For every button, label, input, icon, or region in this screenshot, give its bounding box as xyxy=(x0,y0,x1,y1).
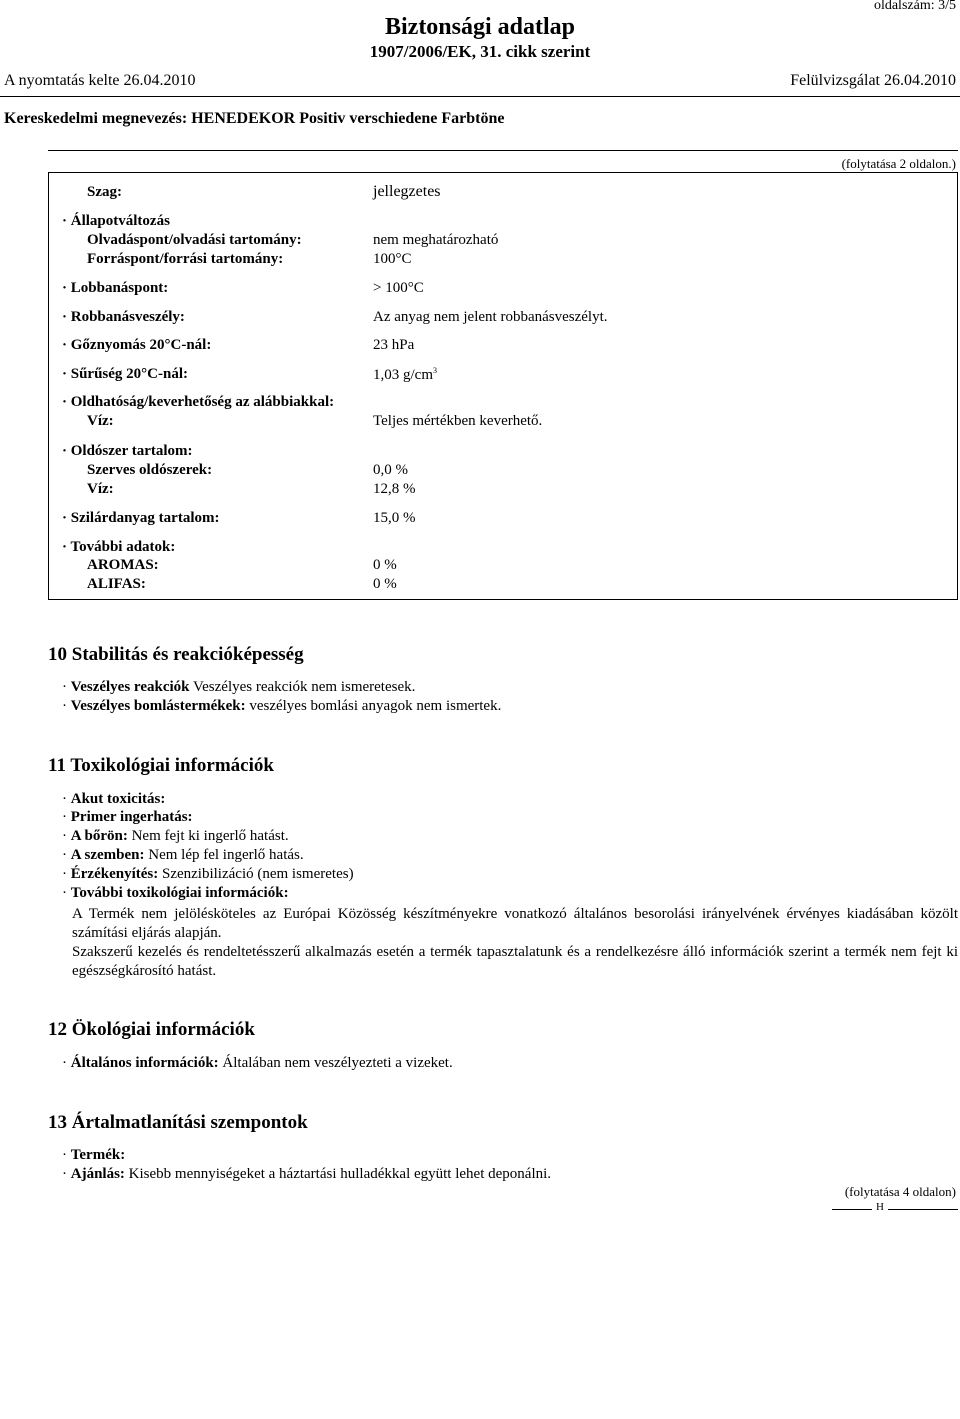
organic-solvents-label: Szerves oldószerek: xyxy=(87,462,213,478)
section-11-heading: 11 Toxikológiai információk xyxy=(48,755,274,776)
footer-marker: H xyxy=(876,1201,884,1213)
state-change-label: · Állapotváltozás xyxy=(62,213,170,229)
density-unit-exponent: 3 xyxy=(433,366,437,375)
further-toxicology-line: · További toxikológiai információk: xyxy=(62,885,289,901)
water-label: Víz: xyxy=(87,413,114,429)
toxicology-paragraph-1: A Termék nem jelölésköteles az Európai Közösség készítményekre vonatkozó általános besorolási irányelvének érvényes kiadásában közölt számítási eljárás alapján. xyxy=(72,906,958,941)
alifas-label: ALIFAS: xyxy=(87,576,146,592)
solvent-content-label: · Oldószer tartalom: xyxy=(62,443,193,459)
product-line: · Termék: xyxy=(62,1147,126,1163)
water-content-label: Víz: xyxy=(87,481,114,497)
continued-to: (folytatása 4 oldalon) xyxy=(844,1184,956,1199)
revision-date: Felülvizsgálat 26.04.2010 xyxy=(790,72,956,89)
section-10-heading: 10 Stabilitás és reakcióképesség xyxy=(48,644,304,665)
vapor-pressure-value: 23 hPa xyxy=(373,337,415,353)
flash-point-label: · Lobbanáspont: xyxy=(62,280,169,296)
melting-value: nem meghatározható xyxy=(373,232,499,248)
odor-label: Szag: xyxy=(87,184,122,200)
decomposition-products-line: · Veszélyes bomlástermékek: veszélyes bomlási anyagok nem ismertek. xyxy=(62,698,502,714)
general-info-line: · Általános információk: Általában nem veszélyezteti a vizeket. xyxy=(62,1055,453,1071)
organic-solvents-value: 0,0 % xyxy=(373,462,408,478)
odor-value: jellegzetes xyxy=(373,183,441,200)
boiling-value: 100°C xyxy=(373,251,412,267)
eye-line: · A szemben: Nem lép fel ingerlő hatás. xyxy=(62,847,304,863)
footer-rule-left xyxy=(832,1209,872,1210)
sensitization-line: · Érzékenyítés: Szenzibilizáció (nem ismeretes) xyxy=(62,866,354,882)
melting-label: Olvadáspont/olvadási tartomány: xyxy=(87,232,302,248)
density-label: · Sűrűség 20°C-nál: xyxy=(62,366,189,382)
water-content-value: 12,8 % xyxy=(373,481,416,497)
footer-rule-right xyxy=(888,1209,958,1210)
section-13-heading: 13 Ártalmatlanítási szempontok xyxy=(48,1112,308,1133)
acute-toxicity-line: · Akut toxicitás: xyxy=(62,791,166,807)
solids-value: 15,0 % xyxy=(373,510,416,526)
toxicology-paragraph-2: Szakszerű kezelés és rendeltetésszerű alkalmazás esetén a termék tapasztalatunk és a rendelkezésre álló információk szerint a termék nem fejt ki egészségkárosító hatást. xyxy=(72,944,958,979)
solubility-label: · Oldhatóság/keverhetőség az alábbiakkal: xyxy=(62,394,335,410)
hazardous-reactions-line: · Veszélyes reakciók Veszélyes reakciók nem ismeretesek. xyxy=(62,679,416,695)
alifas-value: 0 % xyxy=(373,576,397,592)
primary-irritation-line: · Primer ingerhatás: xyxy=(62,809,193,825)
document-subtitle: 1907/2006/EK, 31. cikk szerint xyxy=(369,42,591,61)
aromas-value: 0 % xyxy=(373,557,397,573)
flash-point-value: > 100°C xyxy=(373,280,424,296)
further-data-label: · További adatok: xyxy=(62,539,176,555)
section-12-heading: 12 Ökológiai információk xyxy=(48,1019,255,1040)
header-divider xyxy=(0,96,960,97)
continued-from: (folytatása 2 oldalon.) xyxy=(841,156,956,171)
trade-name-divider xyxy=(48,150,958,151)
skin-line: · A bőrön: Nem fejt ki ingerlő hatást. xyxy=(62,828,289,844)
trade-name: Kereskedelmi megnevezés: HENEDEKOR Positiv verschiedene Farbtöne xyxy=(4,110,505,127)
boiling-label: Forráspont/forrási tartomány: xyxy=(87,251,284,267)
print-date: A nyomtatás kelte 26.04.2010 xyxy=(4,72,196,89)
document-title: Biztonsági adatlap xyxy=(384,14,576,40)
explosion-label: · Robbanásveszély: xyxy=(62,309,185,325)
solids-label: · Szilárdanyag tartalom: xyxy=(62,510,220,526)
aromas-label: AROMAS: xyxy=(87,557,159,573)
vapor-pressure-label: · Gőznyomás 20°C-nál: xyxy=(62,337,212,353)
water-value: Teljes mértékben keverhető. xyxy=(373,413,543,429)
page-number: oldalszám: 3/5 xyxy=(873,0,956,13)
density-value: 1,03 $g/cm^3$ xyxy=(373,366,437,383)
recommendation-line: · Ajánlás: Kisebb mennyiségeket a háztartási hulladékkal együtt lehet deponálni. xyxy=(62,1166,552,1182)
explosion-value: Az anyag nem jelent robbanásveszélyt. xyxy=(373,309,608,325)
